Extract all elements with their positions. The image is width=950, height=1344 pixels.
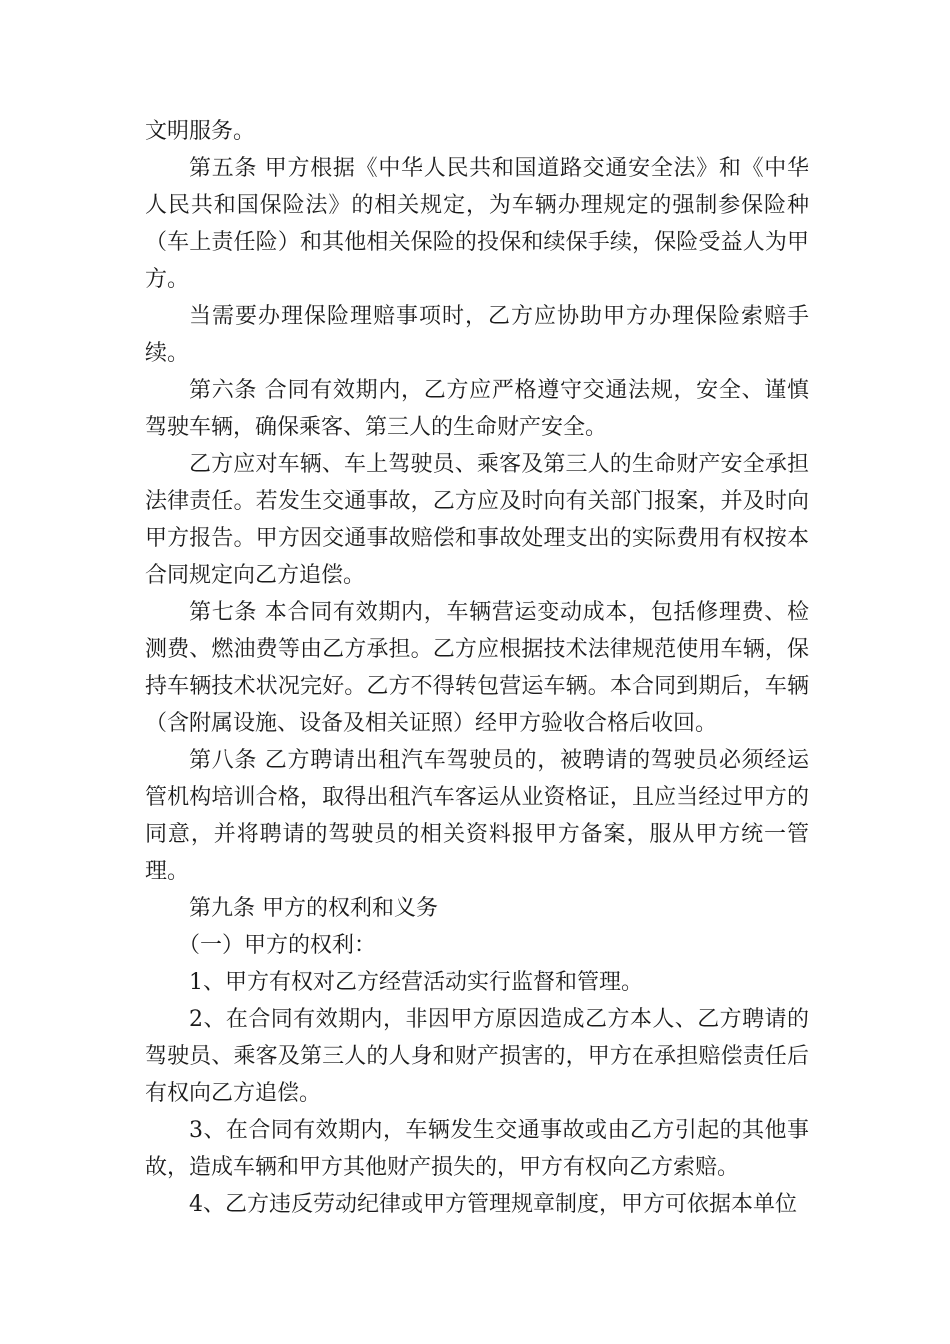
- paragraph-article-6: 第六条 合同有效期内，乙方应严格遵守交通法规，安全、谨慎驾驶车辆，确保乘客、第三人的生命财产安全。: [145, 378, 809, 440]
- document-page: [145, 113, 809, 1223]
- paragraph-article-5: 第五条 甲方根据《中华人民共和国道路交通安全法》和《中华人民共和国保险法》的相关规定，为车辆办理规定的强制参保险种（车上责任险）和其他相关保险的投保和续保手续，保险受益人为甲方。: [145, 156, 809, 292]
- paragraph-article-9-heading: 第九条 甲方的权利和义务: [189, 896, 438, 921]
- paragraph-subheading-rights: （一）甲方的权利：: [178, 933, 377, 958]
- paragraph-item-1: 1、甲方有权对乙方经营活动实行监督和管理。: [189, 970, 643, 995]
- paragraph-article-8: 第八条 乙方聘请出租汽车驾驶员的，被聘请的驾驶员必须经运管机构培训合格，取得出租汽车客运从业资格证，且应当经过甲方的同意，并将聘请的驾驶员的相关资料报甲方备案，服从甲方统一管理。: [145, 748, 809, 884]
- paragraph-item-2: 2、在合同有效期内，非因甲方原因造成乙方本人、乙方聘请的驾驶员、乘客及第三人的人身和财产损害的，甲方在承担赔偿责任后有权向乙方追偿。: [145, 1007, 809, 1106]
- paragraph-item-3: 3、在合同有效期内，车辆发生交通事故或由乙方引起的其他事故，造成车辆和甲方其他财产损失的，甲方有权向乙方索赔。: [145, 1118, 809, 1180]
- paragraph-article-7: 第七条 本合同有效期内，车辆营运变动成本，包括修理费、检测费、燃油费等由乙方承担。乙方应根据技术法律规范使用车辆，保持车辆技术状况完好。乙方不得转包营运车辆。本合同到期后，车辆（含附属设施、设备及相关证照）经甲方验收合格后收回。: [145, 600, 809, 736]
- paragraph-item-4: 4、乙方违反劳动纪律或甲方管理规章制度，甲方可依据本单位: [189, 1192, 797, 1217]
- paragraph-insurance-claims: 当需要办理保险理赔事项时，乙方应协助甲方办理保险索赔手续。: [145, 304, 809, 366]
- paragraph-liability: 乙方应对车辆、车上驾驶员、乘客及第三人的生命财产安全承担法律责任。若发生交通事故，乙方应及时向有关部门报案，并及时向甲方报告。甲方因交通事故赔偿和事故处理支出的实际费用有权按本合同规定向乙方追偿。: [145, 452, 809, 588]
- paragraph-continuation: 文明服务。: [145, 119, 256, 144]
